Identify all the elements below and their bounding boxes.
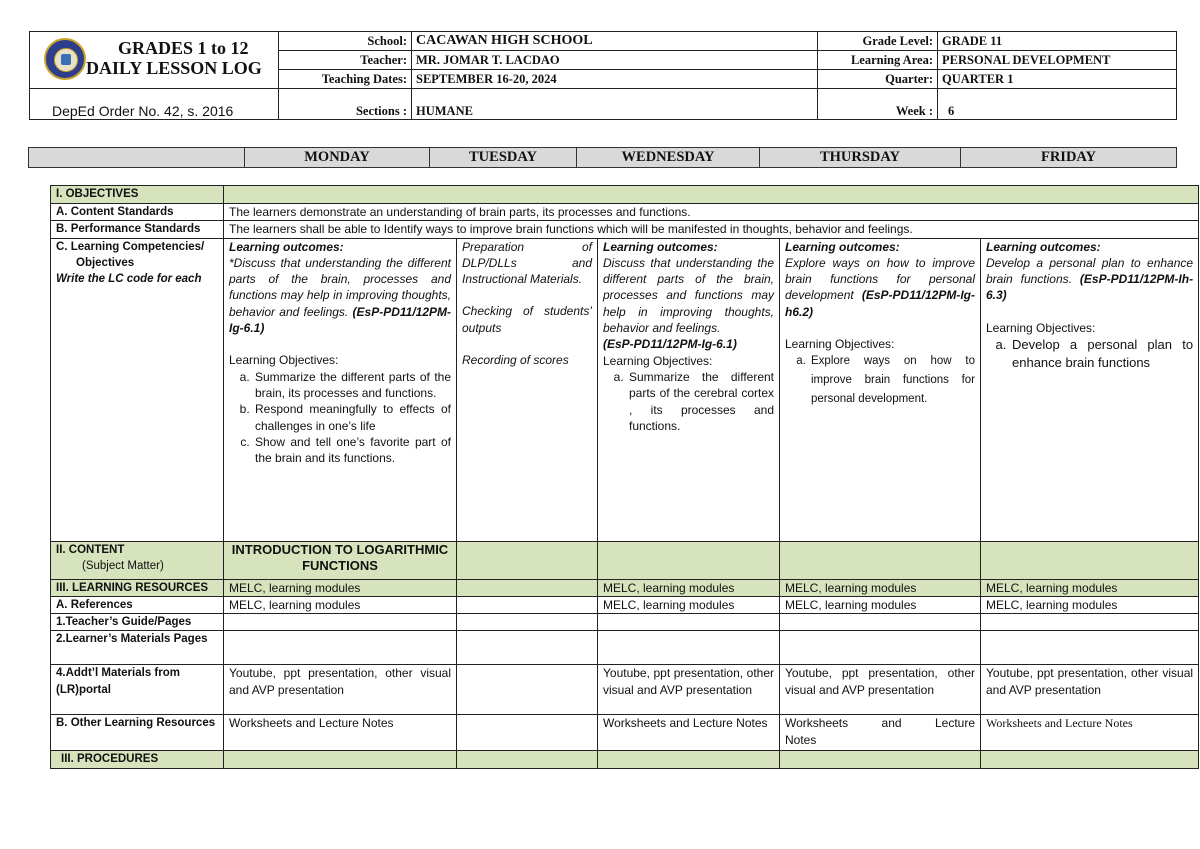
day-monday: MONDAY — [245, 148, 430, 168]
other-tuesday — [457, 715, 598, 751]
friday-objectives — [981, 238, 1199, 541]
performance-standards-label: B. Performance Standards — [51, 221, 224, 238]
friday-obj-title: Learning Objectives: — [986, 320, 1096, 335]
resources-thursday: MELC, learning modules — [780, 579, 981, 596]
other-resources-row — [51, 715, 1199, 751]
friday-lo-text-body: Develop a personal plan to enhance brain functions. — [986, 255, 1194, 287]
references-wednesday: MELC, learning modules — [598, 596, 780, 613]
tuesday-line2: Checking of students’ outputs — [462, 304, 592, 335]
lesson-log-table — [50, 185, 1199, 769]
teacher-value: MR. JOMAR T. LACDAO — [412, 51, 818, 70]
other-resources-label: B. Other Learning Resources — [51, 715, 224, 751]
thursday-lo-text-body: Explore ways on how to improve brain functions for personal development — [785, 255, 975, 303]
procedures-row — [51, 751, 1199, 768]
thursday-obj-a: a. Explore ways on how to improve brain functions for personal development. — [809, 352, 975, 409]
wednesday-obj-list — [603, 369, 774, 434]
addtl-materials-label: 4.Addt’l Materials from (LR)portal — [51, 665, 224, 715]
learners-materials-label: 2.Learner’s Materials Pages — [51, 631, 224, 665]
thursday-lo-title: Learning outcomes: — [785, 239, 900, 254]
references-row — [51, 596, 1199, 613]
header-logo-cell — [30, 32, 279, 89]
deped-seal-icon — [44, 38, 86, 80]
learning-resources-label: III. LEARNING RESOURCES — [51, 579, 224, 596]
monday-lo-title: Learning outcomes: — [229, 239, 344, 254]
thursday-obj-list — [785, 352, 975, 409]
friday-lo-title: Learning outcomes: — [986, 239, 1101, 254]
learners-materials-row — [51, 631, 1199, 665]
monday-lo-text — [229, 255, 451, 336]
day-thursday: THURSDAY — [760, 148, 961, 168]
competencies-label — [51, 238, 224, 541]
area-label: Learning Area: — [818, 51, 938, 70]
friday-obj-a: a. Develop a personal plan to enhance brain functions — [1010, 336, 1193, 372]
dates-value: SEPTEMBER 16-20, 2024 — [412, 70, 818, 89]
monday-obj-title: Learning Objectives: — [229, 353, 339, 368]
grade-label: Grade Level: — [818, 32, 938, 51]
tuesday-line1: Preparation of DLP/DLLs and Instructional Materials. — [462, 239, 592, 287]
sections-label: Sections : — [279, 89, 412, 120]
references-monday: MELC, learning modules — [224, 596, 457, 613]
school-label: School: — [279, 32, 412, 51]
thursday-objectives — [780, 238, 981, 541]
addtl-materials-row — [51, 665, 1199, 715]
thursday-lo-text — [785, 255, 975, 320]
thursday-obj-title: Learning Objectives: — [785, 337, 895, 352]
resources-monday: MELC, learning modules — [224, 579, 457, 596]
monday-lo-code: (EsP-PD11/12PM-Ig-6.1) — [229, 304, 451, 336]
performance-standards-text: The learners shall be able to Identify ways to improve brain functions which will be manifested in thoughts, behavior and feelings. — [224, 221, 1199, 238]
resources-wednesday: MELC, learning modules — [598, 579, 780, 596]
sections-value: HUMANE — [412, 89, 818, 120]
friday-lo-text — [986, 255, 1193, 304]
day-wednesday: WEDNESDAY — [577, 148, 760, 168]
resources-friday: MELC, learning modules — [981, 579, 1199, 596]
week-value: 6 — [938, 89, 1177, 120]
references-friday: MELC, learning modules — [981, 596, 1199, 613]
objectives-label: I. OBJECTIVES — [51, 186, 224, 204]
content-wednesday — [598, 541, 780, 579]
thursday-lo-code: (EsP-PD11/12PM-Ig-h6.2) — [785, 288, 975, 319]
content-monday: INTRODUCTION TO LOGARITHMIC FUNCTIONS — [224, 541, 457, 579]
grade-value: GRADE 11 — [938, 32, 1177, 51]
content-tuesday — [457, 541, 598, 579]
area-value: PERSONAL DEVELOPMENT — [938, 51, 1177, 70]
addtl-wednesday: Youtube, ppt presentation, other visual and AVP presentation — [598, 665, 780, 715]
days-bar — [28, 147, 1177, 168]
wednesday-objectives — [598, 238, 780, 541]
objectives-row — [51, 186, 1199, 204]
other-wednesday: Worksheets and Lecture Notes — [598, 715, 780, 751]
monday-objectives — [224, 238, 457, 541]
header-table — [29, 31, 1177, 120]
dates-label: Teaching Dates: — [279, 70, 412, 89]
title-line2: DAILY LESSON LOG — [86, 58, 262, 78]
teachers-guide-label: 1.Teacher’s Guide/Pages — [51, 614, 224, 631]
monday-obj-b: b. Respond meaningfully to effects of challenges in one’s life — [253, 401, 451, 434]
other-friday: Worksheets and Lecture Notes — [981, 715, 1199, 751]
content-standards-text: The learners demonstrate an understanding of brain parts, its processes and functions. — [224, 204, 1199, 221]
monday-obj-a: a. Summarize the different parts of the brain, its processes and functions. — [253, 369, 451, 402]
resources-tuesday — [457, 579, 598, 596]
learning-resources-row — [51, 579, 1199, 596]
days-blank — [29, 148, 245, 168]
references-tuesday — [457, 596, 598, 613]
wednesday-obj-title: Learning Objectives: — [603, 353, 713, 368]
friday-lo-code: (EsP-PD11/12PM-Ih-6.3) — [986, 272, 1194, 303]
content-label — [51, 541, 224, 579]
addtl-thursday: Youtube, ppt presentation, other visual and AVP presentation — [780, 665, 981, 715]
competencies-label-2: Objectives — [76, 256, 135, 269]
quarter-label: Quarter: — [818, 70, 938, 89]
references-label: A. References — [51, 596, 224, 613]
addtl-tuesday — [457, 665, 598, 715]
day-friday: FRIDAY — [961, 148, 1177, 168]
content-thursday — [780, 541, 981, 579]
tuesday-line3: Recording of scores — [462, 353, 569, 368]
performance-standards-row — [51, 221, 1199, 238]
wednesday-lo-text: Discuss that understanding the different parts of the brain, processes and functions may help in improving thoughts, behavior and feelings. — [603, 255, 774, 336]
school-value: CACAWAN HIGH SCHOOL — [412, 32, 818, 51]
monday-lo-text-body: *Discuss that understanding the different parts of the brain, processes and functions may help in improving thoughts, behavior and feelings. — [229, 255, 451, 319]
procedures-label: III. PROCEDURES — [51, 751, 224, 768]
content-standards-row — [51, 204, 1199, 221]
wednesday-lo-code: (EsP-PD11/12PM-Ig-6.1) — [603, 337, 737, 352]
competencies-label-3: Write the LC code for each — [56, 273, 202, 286]
monday-obj-list — [229, 369, 451, 467]
wednesday-obj-a: a. Summarize the different parts of the cerebral cortex , its processes and functions. — [627, 369, 774, 434]
content-standards-label: A. Content Standards — [51, 204, 224, 221]
deped-order: DepEd Order No. 42, s. 2016 — [30, 89, 279, 120]
teachers-guide-row — [51, 614, 1199, 631]
friday-obj-list — [986, 336, 1193, 372]
wednesday-lo-title: Learning outcomes: — [603, 239, 718, 254]
content-friday — [981, 541, 1199, 579]
references-thursday: MELC, learning modules — [780, 596, 981, 613]
content-label-2: (Subject Matter) — [82, 559, 164, 572]
competencies-label-1: C. Learning Competencies/ — [56, 240, 205, 253]
day-tuesday: TUESDAY — [430, 148, 577, 168]
content-label-1: II. CONTENT — [56, 543, 125, 556]
title-line1: GRADES 1 to 12 — [118, 38, 249, 58]
objectives-cell — [224, 186, 1199, 204]
addtl-friday: Youtube, ppt presentation, other visual and AVP presentation — [981, 665, 1199, 715]
week-label: Week : — [818, 89, 938, 120]
teacher-label: Teacher: — [279, 51, 412, 70]
monday-obj-c: c. Show and tell one’s favorite part of the brain and its functions. — [253, 434, 451, 467]
quarter-value: QUARTER 1 — [938, 70, 1177, 89]
tuesday-tasks — [457, 238, 598, 541]
competencies-row — [51, 238, 1199, 541]
content-row — [51, 541, 1199, 579]
addtl-monday: Youtube, ppt presentation, other visual and AVP presentation — [224, 665, 457, 715]
other-thursday: Worksheets and Lecture Notes — [780, 715, 981, 751]
other-monday: Worksheets and Lecture Notes — [224, 715, 457, 751]
